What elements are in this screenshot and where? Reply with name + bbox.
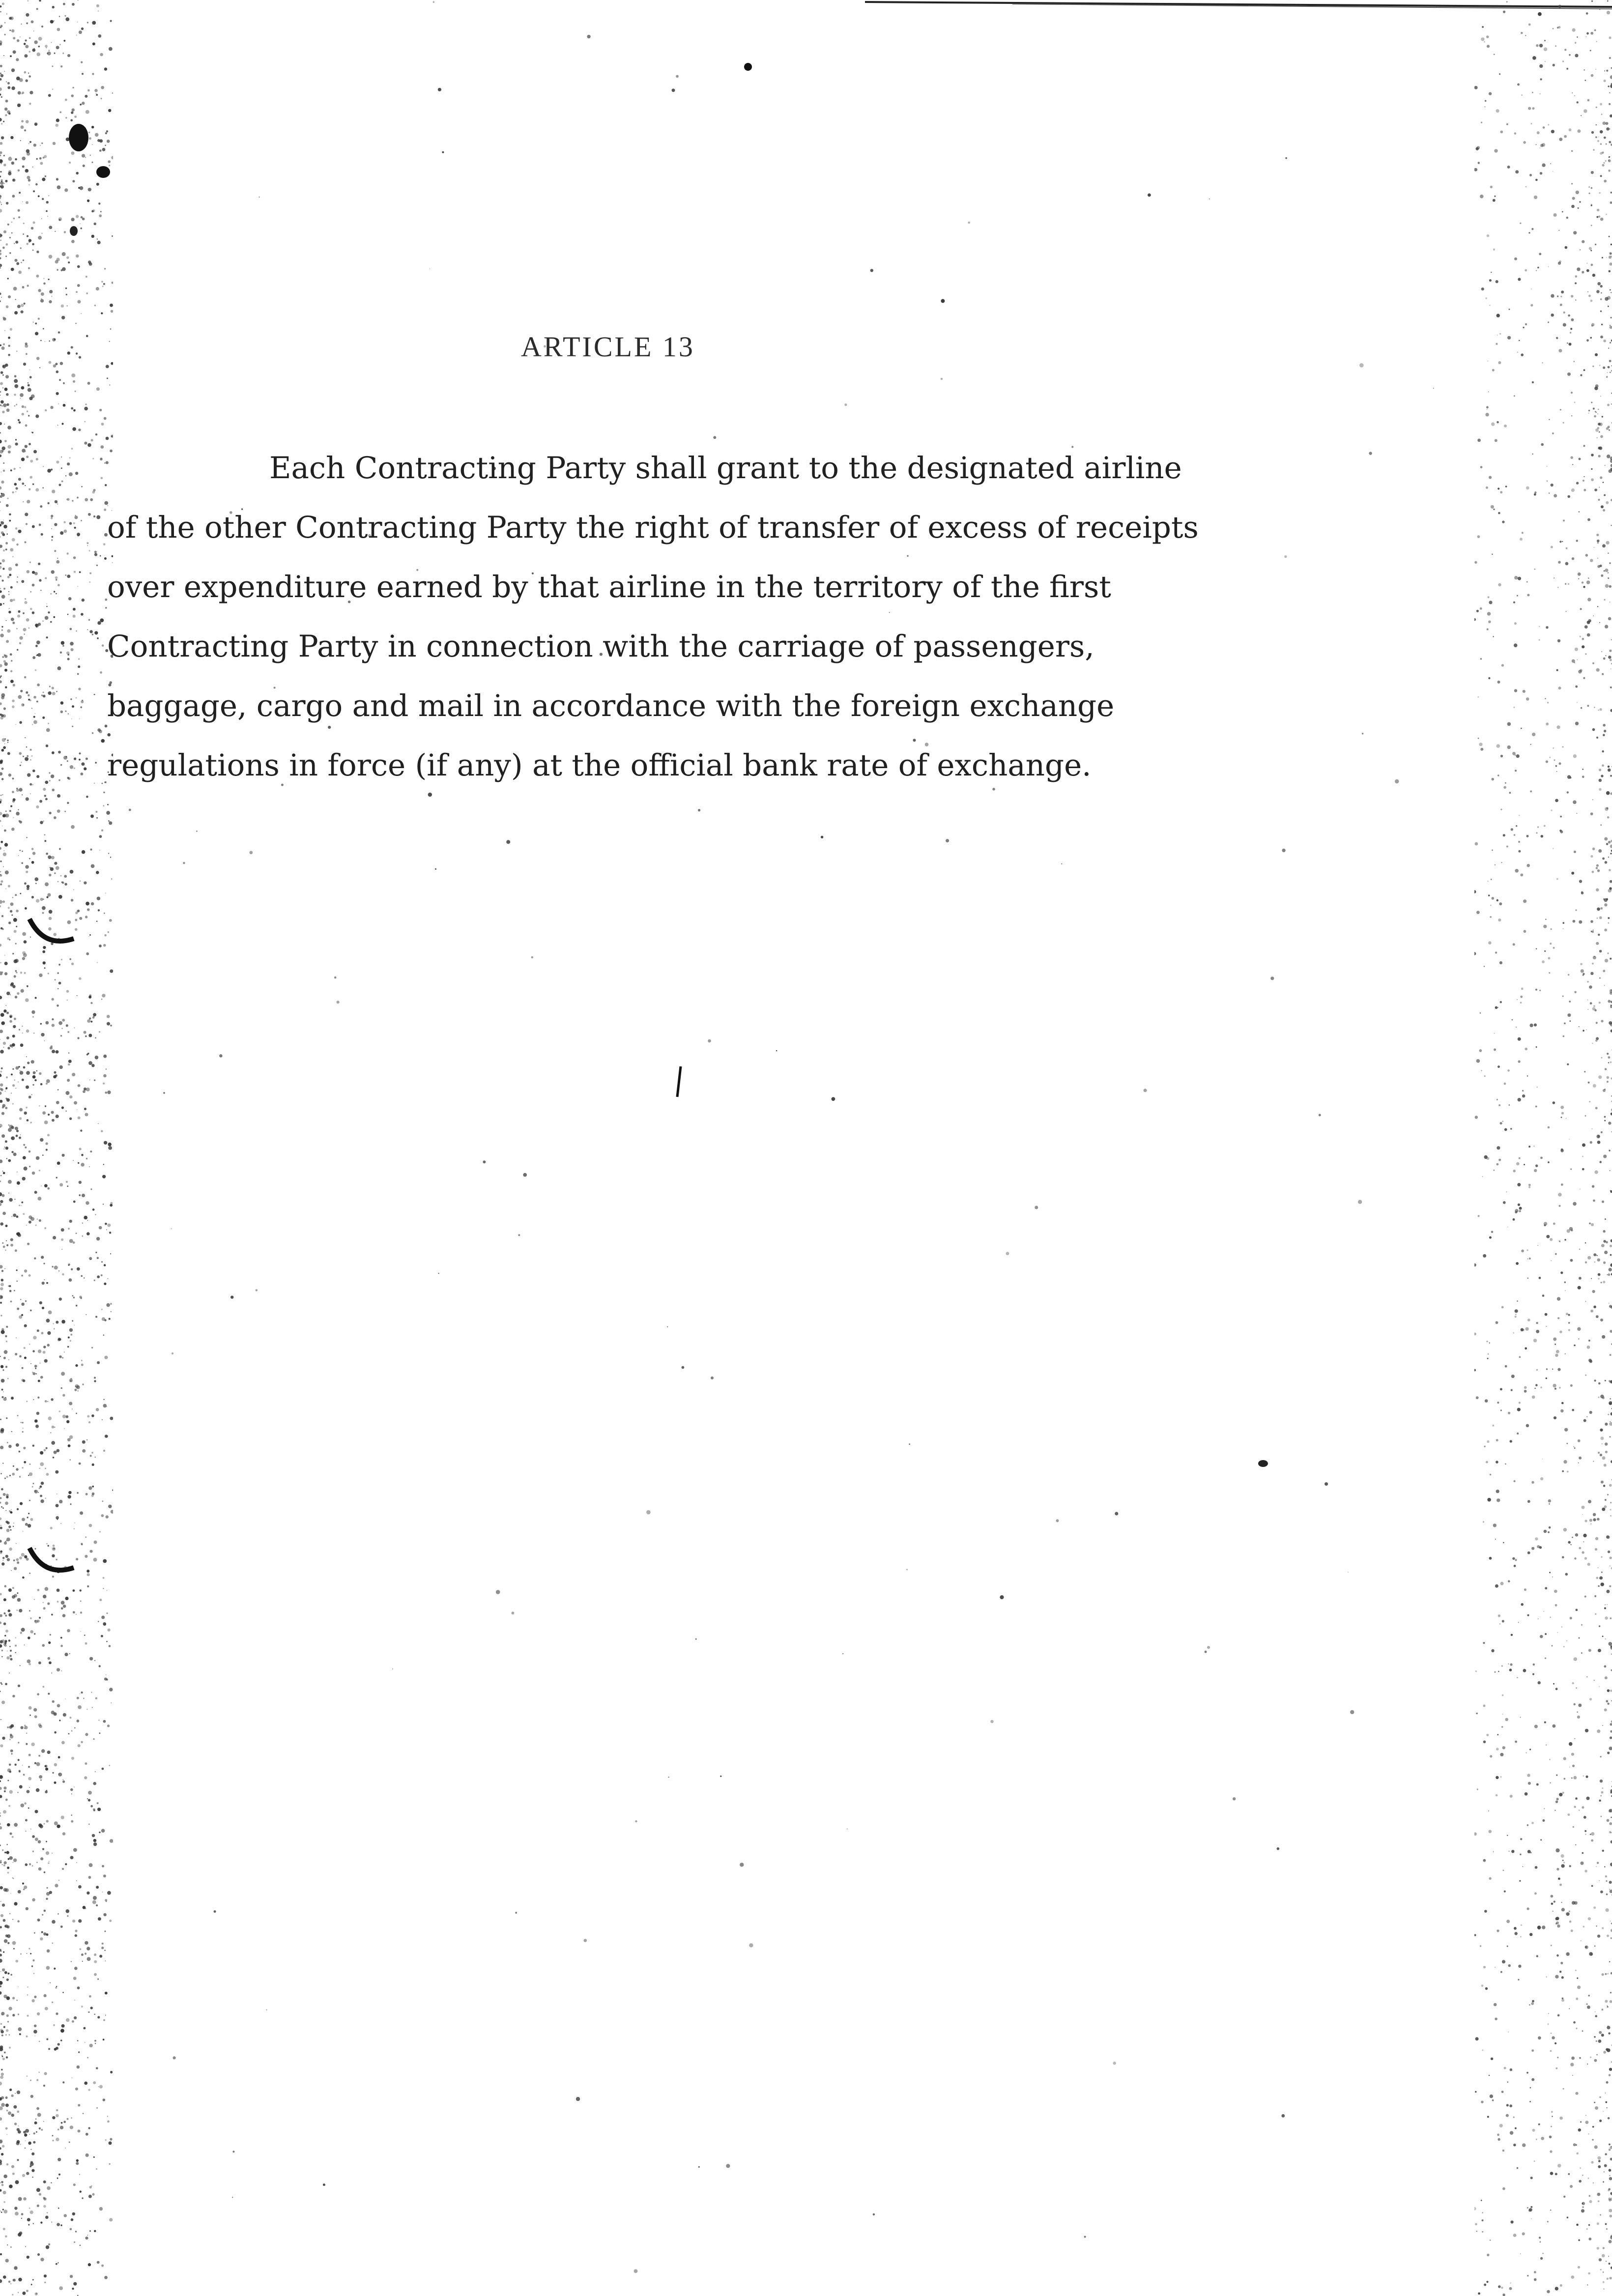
scan-speck [587,35,590,38]
paragraph-line: regulations in force (if any) at the official bank rate of exchange. [107,748,1092,783]
scan-speck [230,1295,233,1298]
scan-speck [337,1001,340,1004]
scan-speck [711,1377,714,1379]
scan-speck [1395,779,1399,783]
scan-speck [506,840,510,844]
scan-speck [0,1473,2,1474]
scan-speck [1282,849,1285,852]
scan-speck [1498,583,1501,587]
scan-speck [672,88,675,92]
scan-speck [1358,1200,1362,1204]
scan-speck [909,1443,910,1445]
scan-speck [676,75,679,78]
scan-speck [1148,194,1151,197]
scan-speck [1277,1847,1280,1850]
scan-speck [1319,1114,1321,1117]
scan-speck [1510,1128,1512,1129]
scan-speck [531,956,533,958]
scan-speck [576,2097,580,2101]
scan-speck [62,1357,63,1358]
article-paragraph [107,438,1355,795]
scan-speck [906,1569,908,1570]
scan-speck [183,862,185,864]
scan-speck [249,851,253,854]
scan-speck [1600,1582,1604,1586]
scan-speck [1035,1206,1038,1209]
scan-speck [323,2183,325,2186]
scan-speck [1359,363,1364,368]
scan-speck [219,1054,223,1058]
scan-speck [1348,1572,1349,1573]
scan-speck [1056,1519,1059,1522]
scan-speck [334,976,337,979]
scan-speck [129,809,131,811]
scan-speck [698,2166,700,2168]
scan-speck [515,1912,517,1914]
scan-speck [847,1829,848,1830]
scan-speck [29,37,30,39]
scan-speck [740,1863,744,1866]
paragraph-line: of the other Contracting Party the right of transfer of excess of receipts [107,510,1199,545]
scan-speck [821,836,823,838]
scan-speck [1144,1089,1147,1092]
scan-speck [1362,733,1363,734]
scan-speck [1324,1482,1328,1486]
scan-speck [646,1510,651,1515]
scan-speck [196,831,197,832]
scan-speck [1270,976,1274,980]
scan-speck [635,1820,637,1822]
scan-speck [518,1234,520,1236]
scan-speck [708,1039,711,1043]
scan-speck [634,2269,638,2273]
scan-speck [698,809,700,811]
scan-speck [842,1653,843,1654]
scan-speck [214,1910,216,1913]
scan-speck [776,1050,777,1052]
scan-speck [232,2151,234,2152]
scan-speck [1538,12,1542,16]
scan-speck [1281,2114,1285,2118]
scan-speck [69,1220,72,1223]
scan-speck [1537,1925,1541,1929]
paragraph-line: over expenditure earned by that airline in the territory of the first [107,570,1111,604]
scan-speck [438,1273,439,1274]
scan-speck [1207,1646,1210,1649]
paragraph-line: Each Contracting Party shall grant to the designated airline [269,451,1182,486]
scan-speck [90,1188,92,1190]
scan-speck [259,197,260,198]
scan-speck [941,378,943,380]
scan-speck [844,403,847,406]
scan-speck [171,1229,172,1230]
scan-speck [1006,1252,1009,1255]
scan-speck [1350,1710,1354,1714]
scan-speck [232,2197,233,2198]
scan-speck [682,1366,685,1369]
scan-speck [832,1097,835,1101]
scan-speck [1000,1595,1004,1599]
scan-speck [109,2141,112,2145]
scan-speck [1233,1797,1236,1800]
scan-speck [1369,452,1372,455]
scan-speck [173,2056,176,2059]
scan-speck [584,1939,587,1942]
scan-speck [695,1638,697,1640]
scan-speck [430,268,431,269]
scan-speck [435,868,436,870]
scan-speck [1205,1651,1207,1653]
scan-speck [968,222,970,224]
scan-speck [392,1668,393,1669]
scan-speck [668,1777,669,1778]
scan-speck [70,765,74,769]
scan-speck [990,1720,994,1723]
scan-speck [873,2213,875,2215]
scan-speck [720,1776,721,1777]
scan-speck [496,1590,500,1594]
scan-speck [1209,199,1210,200]
scan-speck [1113,2062,1116,2065]
scan-speck [1579,1547,1581,1550]
scan-speck [523,1173,527,1177]
scan-speck [1115,1512,1118,1515]
scan-speck [667,1326,668,1327]
scan-speck [726,2164,730,2168]
scan-speck [1515,2127,1517,2129]
paragraph-line: Contracting Party in connection with the carriage of passengers, [107,629,1094,664]
scan-speck [941,299,945,303]
scan-speck [256,1289,258,1291]
scan-speck [48,2243,50,2245]
scan-speck [438,88,441,91]
scan-speck [1497,488,1499,489]
scan-speck [1084,2236,1086,2238]
scan-speck [512,1611,515,1614]
article-heading: ARTICLE 13 [521,331,695,363]
scan-speck [163,1092,165,1094]
scan-speck [1555,1848,1559,1852]
scan-speck [30,937,31,938]
scan-speck [483,1160,486,1163]
scan-speck [1482,2212,1483,2213]
scan-speck [172,1352,173,1354]
scan-speck [1061,863,1062,864]
paragraph-line: baggage, cargo and mail in accordance with the foreign exchange [107,689,1115,723]
scan-speck [749,1943,753,1947]
scan-speck [870,269,873,272]
scan-speck [1285,157,1287,159]
scan-speck [442,151,444,153]
scan-speck [433,1,435,3]
scan-speck [946,839,949,842]
scan-speck [266,2009,267,2010]
scan-speck [1433,388,1434,389]
